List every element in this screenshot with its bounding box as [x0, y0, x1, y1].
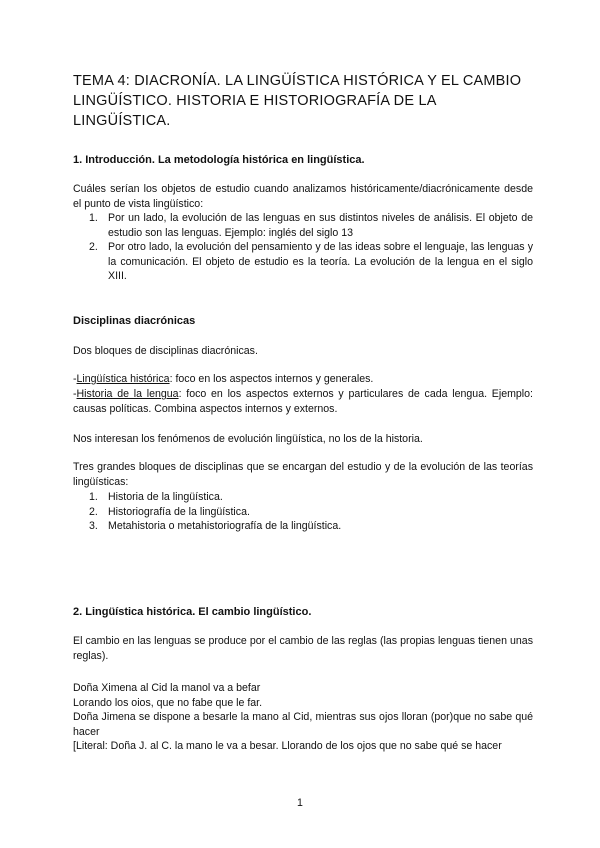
page-number: 1	[297, 797, 303, 809]
quote-line-1: Doña Ximena al Cid la manol va a befar	[73, 682, 261, 694]
bullet-historia-lengua: -Historia de la lengua: foco en los aspectos externos y particulares de cada lengua. Ejemplo: causas políticas. Combina aspectos internos y externos.	[73, 388, 533, 415]
bullet-linguistica-historica: -Lingüística histórica: foco en los aspectos internos y generales.	[73, 373, 374, 385]
term-historia-lengua: Historia de la lengua	[76, 388, 179, 400]
paragraph-interes: Nos interesan los fenómenos de evolución lingüística, no los de la historia.	[73, 433, 423, 445]
list-number: 1.	[89, 212, 98, 224]
disciplinas-heading: Disciplinas diacrónicas	[73, 315, 196, 327]
disciplinas-intro: Dos bloques de disciplinas diacrónicas.	[73, 345, 258, 357]
list-text: Historia de la lingüística.	[108, 491, 223, 503]
list-text: Historiografía de la lingüística.	[108, 506, 250, 518]
list-number: 3.	[89, 520, 98, 532]
list-number: 1.	[89, 491, 98, 503]
list-text: Por un lado, la evolución de las lenguas en sus distintos niveles de análisis. El objeto de estudio son las lenguas. Ejemplo: inglés del siglo 13	[108, 212, 533, 239]
list-text: Metahistoria o metahistoriografía de la lingüística.	[108, 520, 342, 532]
quote-line-2: Lorando los oios, que no fabe que le far.	[73, 697, 263, 709]
list-number: 2.	[89, 506, 98, 518]
paragraph-tres-bloques: Tres grandes bloques de disciplinas que se encargan del estudio y de la evolución de las teorías lingüísticas:	[73, 461, 533, 488]
section-1-intro: Cuáles serían los objetos de estudio cuando analizamos históricamente/diacrónicamente desde el punto de vista lingüístico:	[73, 183, 533, 210]
literal-line: [Literal: Doña J. al C. la mano le va a besar. Llorando de los ojos que no sabe qué se hacer	[73, 740, 502, 752]
section-2-paragraph: El cambio en las lenguas se produce por el cambio de las reglas (las propias lenguas tienen unas reglas).	[73, 635, 533, 662]
list-text: Por otro lado, la evolución del pensamiento y de las ideas sobre el lenguaje, las lenguas y la comunicación. El objeto de estudio es la teoría. La evolución de la lengua en el siglo XIII.	[108, 241, 533, 282]
list-item	[89, 519, 533, 534]
list-number: 2.	[89, 241, 98, 253]
list-item	[89, 211, 533, 240]
term-linguistica-historica: Lingüística histórica	[76, 373, 170, 385]
list-item	[89, 490, 533, 505]
list-item	[89, 240, 533, 284]
document-title: TEMA 4: DIACRONÍA. LA LINGÜÍSTICA HISTÓRICA Y EL CAMBIO LINGÜÍSTICO. HISTORIA E HISTORIOGRAFÍA DE LA LINGÜÍSTICA.	[73, 73, 522, 129]
section-1-heading: 1. Introducción. La metodología histórica en lingüística.	[73, 154, 365, 166]
list-item	[89, 505, 533, 520]
translation-line: Doña Jimena se dispone a besarle la mano al Cid, mientras sus ojos lloran (por)que no sabe qué hacer	[73, 711, 533, 738]
section-2-heading: 2. Lingüística histórica. El cambio lingüístico.	[73, 606, 312, 618]
